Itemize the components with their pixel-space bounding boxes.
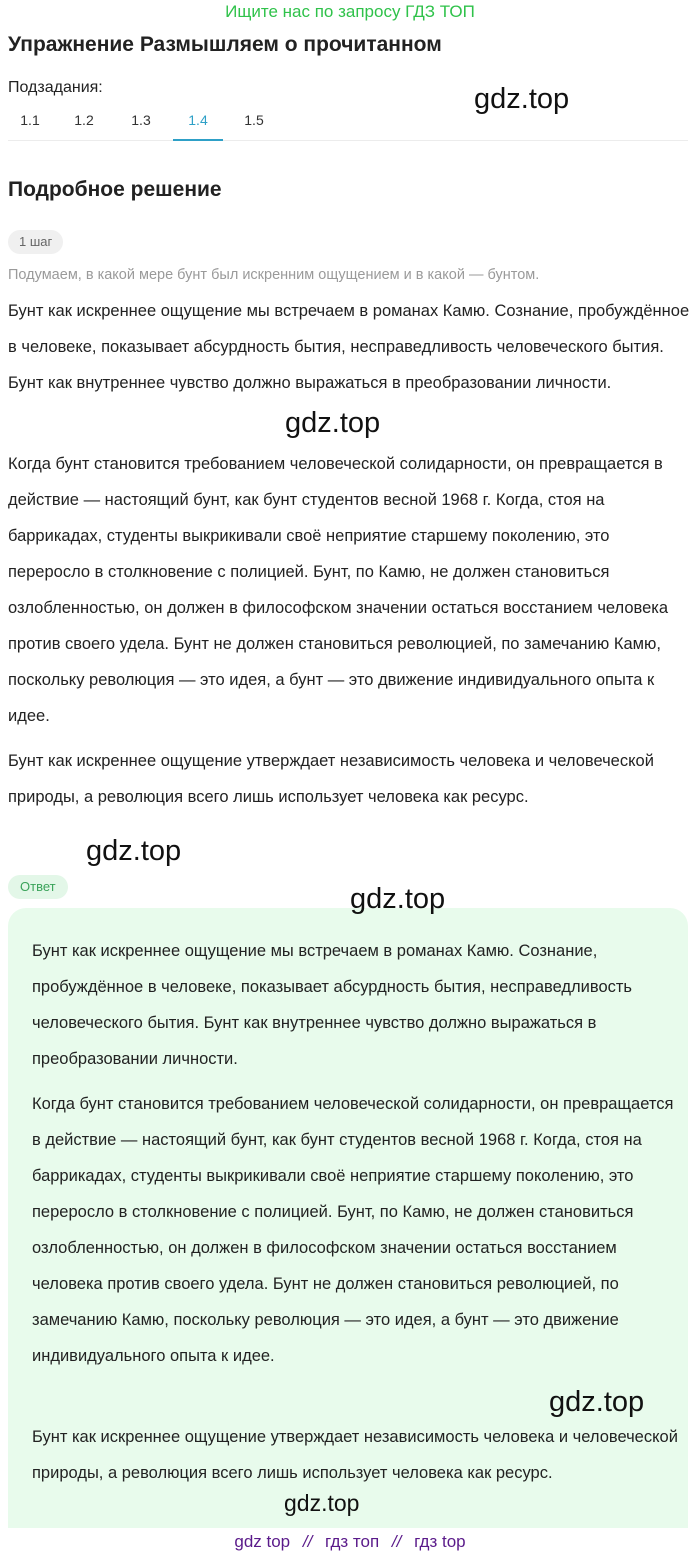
answer-paragraph: Бунт как искреннее ощущение утверждает независимость человека и человеческой природы, а революция всего лишь использует человека как ресурс. [32,1428,678,1482]
tab-1-1[interactable]: 1.1 [20,112,40,128]
solution-title: Подробное решение [8,178,222,201]
solution-paragraph: Бунт как искреннее ощущение мы встречаем в романах Камю. Сознание, пробуждённое в человеке, показывает абсурдность бытия, несправедливость человеческого бытия. Бунт как внутреннее чувство должно выражаться в преобразовании личности. [8,302,690,392]
tab-1-4[interactable]: 1.4 [173,106,223,141]
solution-paragraph: Когда бунт становится требованием человеческой солидарности, он превращается в действие — настоящий бунт, как бунт студентов весной 1968 г. Когда, стоя на баррикадах, студенты выкрикивали своё неприятие старшему поколению, это переросло в столкновение с полицией. Бунт, по Камю, не должен становиться озлобленностью, он должен в философском значении остаться восстанием человека против своего удела. Бунт не должен становиться революцией, по замечанию Камю, поскольку революция — это идея, а бунт — это движение индивидуального опыта к идее. [8,455,669,725]
answer-badge: Ответ [8,875,68,899]
watermark: gdz.top [285,407,381,439]
watermark: gdz.top [86,835,182,867]
answer-paragraph: Когда бунт становится требованием человеческой солидарности, он превращается в действие — настоящий бунт, как бунт студентов весной 1968 г. Когда, стоя на баррикадах, студенты выкрикивали своё неприятие старшему поколению, это переросло в столкновение с полицией. Бунт, по Камю, не должен становиться озлобленностью, он должен в философском значении остаться восстанием человека против своего удела. Бунт не должен становиться революцией, по замечанию Камю, поскольку революция — это идея, а бунт — это движение индивидуального опыта к идее. [32,1095,674,1365]
tab-1-3[interactable]: 1.3 [131,112,151,128]
footer-link-gdz-top-mixed[interactable]: гдз top [414,1532,466,1551]
footer-link-gdz-top-cyrillic[interactable]: гдз топ [325,1532,380,1551]
tab-1-2[interactable]: 1.2 [74,112,94,128]
watermark: gdz.top [284,1490,360,1516]
footer-links [0,1531,700,1553]
footer-separator: // [391,1532,402,1551]
step-badge: 1 шаг [8,230,63,254]
answer-paragraph: Бунт как искреннее ощущение мы встречаем в романах Камю. Сознание, пробуждённое в человеке, показывает абсурдность бытия, несправедливость человеческого бытия. Бунт как внутреннее чувство должно выражаться в преобразовании личности. [32,942,633,1068]
footer-link-gdz-top[interactable]: gdz top [234,1532,291,1551]
watermark: gdz.top [474,83,570,115]
tab-1-5[interactable]: 1.5 [244,112,264,128]
watermark: gdz.top [549,1386,645,1418]
page-title: Упражнение Размышляем о прочитанном [8,33,442,56]
subtask-tabs [8,106,688,141]
footer-separator: // [302,1532,313,1551]
solution-hint: Подумаем, в какой мере бунт был искренним ощущением и в какой — бунтом. [8,267,540,283]
watermark: gdz.top [350,883,446,915]
subtasks-label: Подзадания: [8,79,103,96]
solution-paragraph: Бунт как искреннее ощущение утверждает независимость человека и человеческой природы, а революция всего лишь использует человека как ресурс. [8,752,654,806]
search-banner: Ищите нас по запросу ГДЗ ТОП [225,2,475,21]
